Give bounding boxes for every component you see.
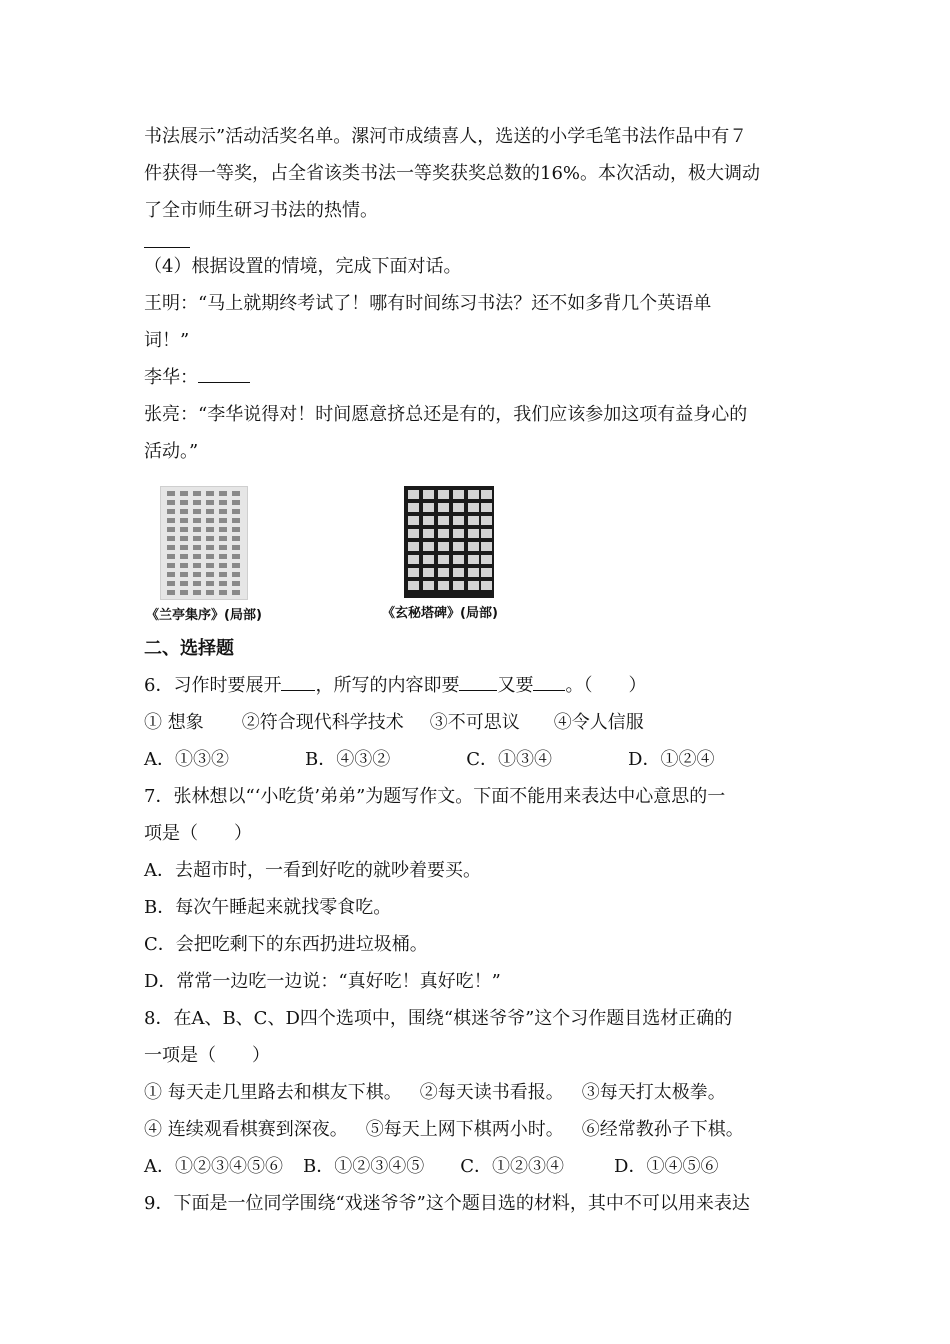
figure-xuanmi xyxy=(382,486,498,621)
option-b[interactable]: B．④③② xyxy=(305,749,391,770)
q6-blank-1[interactable] xyxy=(281,674,315,691)
option-a[interactable]: A．①②③④⑤⑥ xyxy=(144,1156,283,1177)
q7-stem: 7．张林想以“‘小吃货’弟弟”为题写作文。下面不能用来表达中心意思的一 xyxy=(144,786,726,807)
q4-li-label: 李华： xyxy=(144,367,198,388)
option-d[interactable]: D．常常一边吃一边说：“真好吃！真好吃！” xyxy=(144,971,501,992)
q6-blank-2[interactable] xyxy=(459,674,497,691)
lanting-calligraphy-image xyxy=(160,486,248,600)
q8-stem: 8．在A、B、C、D四个选项中，围绕“棋迷爷爷”这个习作题目选材正确的 xyxy=(144,1008,733,1029)
figure-caption: 《兰亭集序》(局部) xyxy=(146,608,262,623)
xuanmi-calligraphy-image xyxy=(404,486,494,598)
q4-zhang-line: 张亮：“李华说得对！时间愿意挤总还是有的，我们应该参加这项有益身心的 xyxy=(144,404,748,425)
paragraph-line: 书法展示”活动活奖名单。漯河市成绩喜人，选送的小学毛笔书法作品中有７ xyxy=(144,126,748,147)
figure-caption: 《玄秘塔碑》(局部) xyxy=(382,606,498,621)
q4-wang-line: 词！” xyxy=(144,330,190,351)
q4-li-line xyxy=(144,359,824,396)
q6-blank-3[interactable] xyxy=(533,674,565,691)
q4-zhang-line: 活动。” xyxy=(144,441,199,462)
paragraph-line: 件获得一等奖，占全省该类书法一等奖获奖总数的16%。本次活动，极大调动 xyxy=(144,163,761,184)
q7-stem: 项是（ ） xyxy=(144,823,252,844)
q6-options xyxy=(144,741,824,778)
document-page xyxy=(144,118,824,1222)
option-c[interactable]: C．会把吃剩下的东西扔进垃圾桶。 xyxy=(144,934,428,955)
q9-stem: 9．下面是一位同学围绕“戏迷爷爷”这个题目选的材料，其中不可以用来表达 xyxy=(144,1193,750,1214)
q4-intro: （4）根据设置的情境，完成下面对话。 xyxy=(144,256,462,277)
figure-lanting xyxy=(146,486,262,623)
option-a[interactable]: A．去超市时，一看到好吃的就吵着要买。 xyxy=(144,860,481,881)
q8-items: ④ 连续观看棋赛到深夜。 ⑤每天上网下棋两小时。 ⑥经常教孙子下棋。 xyxy=(144,1119,744,1140)
option-b[interactable]: B．①②③④⑤ xyxy=(303,1156,425,1177)
q4-wang-line: 王明：“马上就期终考试了！哪有时间练习书法？还不如多背几个英语单 xyxy=(144,293,712,314)
calligraphy-figures xyxy=(144,476,824,624)
section-title: 二、选择题 xyxy=(144,638,234,659)
option-d[interactable]: D．①②④ xyxy=(628,749,715,770)
option-c[interactable]: C．①③④ xyxy=(466,749,553,770)
option-c[interactable]: C．①②③④ xyxy=(460,1156,565,1177)
paragraph-line: 了全市师生研习书法的热情。 xyxy=(144,200,378,221)
option-a[interactable]: A．①③② xyxy=(144,749,229,770)
q8-items: ① 每天走几里路去和棋友下棋。 ②每天读书看报。 ③每天打太极拳。 xyxy=(144,1082,726,1103)
option-d[interactable]: D．①④⑤⑥ xyxy=(614,1156,719,1177)
answer-blank-line[interactable] xyxy=(144,229,190,248)
q4-li-answer-blank[interactable] xyxy=(198,366,250,383)
q8-stem: 一项是（ ） xyxy=(144,1045,270,1066)
q6-items: ① 想象 ②符合现代科学技术 ③不可思议 ④令人信服 xyxy=(144,712,644,733)
q8-options xyxy=(144,1148,824,1185)
q6-stem: 6．习作时要展开 ，所写的内容即要 又要 。（ ） xyxy=(144,675,647,696)
option-b[interactable]: B．每次午睡起来就找零食吃。 xyxy=(144,897,392,918)
